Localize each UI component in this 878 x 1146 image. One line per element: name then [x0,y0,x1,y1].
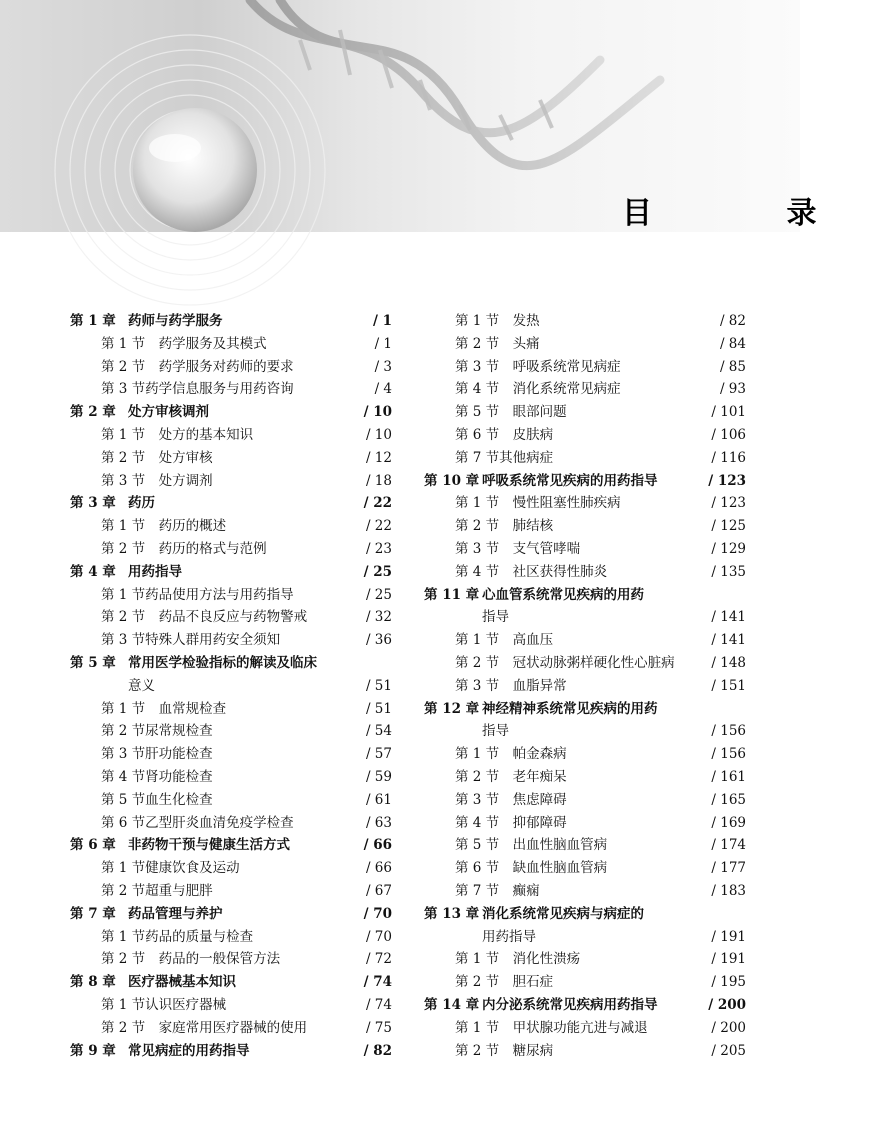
toc-section-entry[interactable] [70,333,392,356]
toc-chapter-continuation[interactable] [424,720,746,743]
section-title: 第 6 节 皮肤病 [455,426,554,443]
chapter-title: 心血管系统常见疾病的用药 [482,586,644,603]
toc-section-entry[interactable] [424,424,746,447]
page-number: / 123 [711,495,746,512]
chapter-number: 第 5 章 [70,654,116,671]
toc-section-entry[interactable] [70,994,392,1017]
chapter-title: 消化系统常见疾病与病症的 [482,905,644,922]
page-number: / 191 [711,928,746,945]
page-number: / 205 [711,1042,746,1059]
chapter-number: 第 14 章 [424,996,480,1013]
header-banner [0,0,878,232]
page-number: / 66 [363,837,392,854]
toc-section-entry[interactable] [424,743,746,766]
page-number: / 51 [365,677,392,694]
page-number: / 74 [363,974,392,991]
toc-section-entry[interactable] [70,743,392,766]
section-title: 第 5 节血生化检查 [101,791,213,808]
page-number: / 4 [374,381,392,398]
toc-chapter-entry[interactable] [70,652,392,675]
chapter-number: 第 3 章 [70,495,116,512]
page-number: / 25 [363,563,392,580]
page-number: / 93 [719,381,746,398]
page-number: / 51 [365,700,392,717]
chapter-number: 第 1 章 [70,313,116,329]
section-title: 第 1 节健康饮食及运动 [101,860,240,877]
page-number: / 25 [365,586,392,603]
page-number: / 200 [708,996,746,1013]
page-number: / 125 [711,518,746,535]
section-title: 第 7 节其他病症 [455,449,554,466]
chapter-title: 药历 [128,495,155,512]
toc-section-entry[interactable] [70,948,392,971]
chapter-number: 第 9 章 [70,1042,116,1059]
toc-section-entry[interactable] [424,880,746,903]
section-title: 第 1 节 慢性阻塞性肺疾病 [455,495,621,512]
toc-section-entry[interactable] [424,789,746,812]
section-title: 第 2 节 胆石症 [455,974,554,991]
page-number: / 22 [363,495,392,512]
toc-section-entry[interactable] [424,447,746,470]
toc-section-entry[interactable] [424,812,746,835]
section-title: 第 1 节 高血压 [455,632,554,649]
page-number: / 151 [711,677,746,694]
page-number: / 36 [365,632,392,649]
toc-section-entry[interactable] [70,698,392,721]
section-title: 第 3 节 焦虑障碍 [455,791,567,808]
page-number: / 82 [363,1042,392,1059]
toc-section-entry[interactable] [424,629,746,652]
toc-section-entry[interactable] [424,766,746,789]
page-number: / 18 [365,472,392,489]
section-title: 第 2 节 糖尿病 [455,1042,554,1059]
chapter-number: 第 7 章 [70,905,116,922]
page-number: / 12 [365,449,392,466]
section-title: 第 1 节 血常规检查 [101,700,227,717]
section-title: 第 2 节 药品的一般保管方法 [101,951,281,968]
page-number: / 84 [719,335,746,352]
chapter-title: 常见病症的用药指导 [128,1042,250,1059]
chapter-number: 第 12 章 [424,700,480,717]
section-title: 第 2 节超重与肥胖 [101,882,213,899]
toc-section-entry[interactable] [70,857,392,880]
toc-section-entry[interactable] [70,447,392,470]
page-number: / 174 [711,837,746,854]
toc-chapter-entry[interactable] [70,310,392,333]
toc-chapter-entry[interactable] [424,470,746,493]
section-title: 第 1 节 处方的基本知识 [101,426,254,443]
toc-section-entry[interactable] [70,515,392,538]
toc-chapter-entry[interactable] [70,834,392,857]
page-number: / 32 [365,609,392,626]
page-number: / 183 [711,882,746,899]
toc-section-entry[interactable] [70,378,392,401]
section-title: 第 1 节 发热 [455,313,540,329]
toc-chapter-entry[interactable] [70,971,392,994]
chapter-title-continued: 意义 [128,677,155,694]
section-title: 第 4 节 抑郁障碍 [455,814,567,831]
page-number: / 22 [365,518,392,535]
toc-section-entry[interactable] [70,606,392,629]
toc-section-entry[interactable] [424,492,746,515]
toc-chapter-entry[interactable] [70,561,392,584]
toc-section-entry[interactable] [424,857,746,880]
section-title: 第 2 节 家庭常用医疗器械的使用 [101,1019,308,1036]
page-number: / 169 [711,814,746,831]
section-title: 第 3 节特殊人群用药安全须知 [101,632,281,649]
toc-section-entry[interactable] [70,629,392,652]
chapter-title: 处方审核调剂 [128,404,209,421]
chapter-title: 药师与药学服务 [128,313,223,329]
section-title: 第 3 节 处方调剂 [101,472,213,489]
section-title: 第 4 节 消化系统常见病症 [455,381,621,398]
section-title: 第 3 节 血脂异常 [455,677,567,694]
toc-section-entry[interactable] [70,926,392,949]
toc-section-entry[interactable] [424,652,746,675]
toc-section-entry[interactable] [70,538,392,561]
page-number: / 200 [711,1019,746,1036]
chapter-number: 第 4 章 [70,563,116,580]
page-number: / 1 [374,335,392,352]
page-number: / 165 [711,791,746,808]
page-number: / 70 [363,905,392,922]
toc-section-entry[interactable] [70,812,392,835]
section-title: 第 3 节 呼吸系统常见病症 [455,358,621,375]
page-number: / 123 [708,472,746,489]
page-number: / 101 [711,404,746,421]
page-number: / 135 [711,563,746,580]
page-number: / 23 [365,540,392,557]
page-number: / 54 [365,723,392,740]
section-title: 第 5 节 眼部问题 [455,404,567,421]
toc-section-entry[interactable] [424,1040,746,1063]
page-number: / 156 [711,746,746,763]
section-title: 第 2 节 肺结核 [455,518,554,535]
chapter-title: 非药物干预与健康生活方式 [128,837,290,854]
toc-chapter-entry[interactable] [70,1040,392,1063]
chapter-number: 第 11 章 [424,586,480,603]
page-number: / 75 [365,1019,392,1036]
toc-section-entry[interactable] [424,675,746,698]
toc-section-entry[interactable] [424,948,746,971]
toc-section-entry[interactable] [424,538,746,561]
page-number: / 10 [363,404,392,421]
page-number: / 161 [711,768,746,785]
page-title: 目 录 [622,196,878,231]
section-title: 第 5 节 出血性脑血管病 [455,837,608,854]
toc-chapter-continuation[interactable] [424,926,746,949]
section-title: 第 1 节 药学服务及其模式 [101,335,267,352]
chapter-title: 内分泌系统常见疾病用药指导 [482,996,658,1013]
toc-section-entry[interactable] [424,333,746,356]
page-number: / 195 [711,974,746,991]
page-number: / 141 [711,632,746,649]
chapter-number: 第 2 章 [70,404,116,421]
page-number: / 72 [365,951,392,968]
page-number: / 70 [365,928,392,945]
toc-chapter-entry[interactable] [70,401,392,424]
section-title: 第 4 节肾功能检查 [101,768,213,785]
chapter-title: 常用医学检验指标的解读及临床 [128,654,317,671]
page-number: / 177 [711,860,746,877]
section-title: 第 2 节 药历的格式与范例 [101,540,267,557]
toc-section-entry[interactable] [70,720,392,743]
toc-section-entry[interactable] [424,356,746,379]
chapter-title: 神经精神系统常见疾病的用药 [482,700,658,717]
toc-section-entry[interactable] [70,470,392,493]
section-title: 第 3 节药学信息服务与用药咨询 [101,381,294,398]
page-number: / 61 [365,791,392,808]
section-title: 第 2 节 处方审核 [101,449,213,466]
toc-section-entry[interactable] [424,515,746,538]
page-number: / 59 [365,768,392,785]
section-title: 第 3 节 支气管哮喘 [455,540,581,557]
page-number: / 3 [374,358,392,375]
toc-chapter-entry[interactable] [70,903,392,926]
page-number: / 191 [711,951,746,968]
page-number: / 1 [372,313,392,329]
section-title: 第 6 节乙型肝炎血清免疫学检查 [101,814,294,831]
page-number: / 63 [365,814,392,831]
section-title: 第 7 节 癫痫 [455,882,540,899]
section-title: 第 1 节 帕金森病 [455,746,567,763]
chapter-title: 医疗器械基本知识 [128,974,236,991]
toc-section-entry[interactable] [70,584,392,607]
toc-column-right [424,310,746,1062]
section-title: 第 2 节 药品不良反应与药物警戒 [101,609,308,626]
page-number: / 148 [711,654,746,671]
toc-section-entry[interactable] [70,766,392,789]
section-title: 第 2 节尿常规检查 [101,723,213,740]
page-number: / 66 [365,860,392,877]
section-title: 第 4 节 社区获得性肺炎 [455,563,608,580]
toc-chapter-entry[interactable] [424,584,746,607]
section-title: 第 1 节药品的质量与检查 [101,928,254,945]
toc-section-entry[interactable] [424,834,746,857]
section-title: 第 1 节药品使用方法与用药指导 [101,586,294,603]
chapter-title-continued: 用药指导 [482,928,536,945]
page-number: / 82 [719,313,746,329]
section-title: 第 1 节 甲状腺功能亢进与减退 [455,1019,648,1036]
chapter-number: 第 13 章 [424,905,480,922]
toc-chapter-entry[interactable] [424,698,746,721]
page-number: / 156 [711,723,746,740]
toc-chapter-continuation[interactable] [424,606,746,629]
toc-chapter-entry[interactable] [424,903,746,926]
chapter-title: 用药指导 [128,563,182,580]
section-title: 第 1 节 药历的概述 [101,518,227,535]
section-title: 第 2 节 老年痴呆 [455,768,567,785]
toc-section-entry[interactable] [424,310,746,333]
page-number: / 116 [711,449,746,466]
page-number: / 129 [711,540,746,557]
section-title: 第 1 节 消化性溃疡 [455,951,581,968]
chapter-title-continued: 指导 [482,609,509,626]
chapter-number: 第 8 章 [70,974,116,991]
toc-section-entry[interactable] [70,356,392,379]
page-number: / 10 [365,426,392,443]
toc-section-entry[interactable] [424,1017,746,1040]
toc-section-entry[interactable] [424,561,746,584]
toc-section-entry[interactable] [424,971,746,994]
section-title: 第 2 节 头痛 [455,335,540,352]
chapter-number: 第 10 章 [424,472,480,489]
toc-column-left [70,310,392,1062]
chapter-title: 呼吸系统常见疾病的用药指导 [482,472,658,489]
page-number: / 106 [711,426,746,443]
page-number: / 141 [711,609,746,626]
page-number: / 67 [365,882,392,899]
page-number: / 57 [365,746,392,763]
chapter-title: 药品管理与养护 [128,905,223,922]
toc-section-entry[interactable] [70,424,392,447]
page-number: / 74 [365,996,392,1013]
toc-section-entry[interactable] [70,1017,392,1040]
toc-section-entry[interactable] [424,401,746,424]
toc-section-entry[interactable] [70,789,392,812]
section-title: 第 6 节 缺血性脑血管病 [455,860,608,877]
section-title: 第 2 节 冠状动脉粥样硬化性心脏病 [455,654,675,671]
section-title: 第 1 节认识医疗器械 [101,996,227,1013]
toc-chapter-entry[interactable] [424,994,746,1017]
toc-chapter-continuation[interactable] [70,675,392,698]
toc-chapter-entry[interactable] [70,492,392,515]
page-number: / 85 [719,358,746,375]
section-title: 第 3 节肝功能检查 [101,746,213,763]
chapter-title-continued: 指导 [482,723,509,740]
toc-section-entry[interactable] [424,378,746,401]
toc-section-entry[interactable] [70,880,392,903]
chapter-number: 第 6 章 [70,837,116,854]
section-title: 第 2 节 药学服务对药师的要求 [101,358,294,375]
